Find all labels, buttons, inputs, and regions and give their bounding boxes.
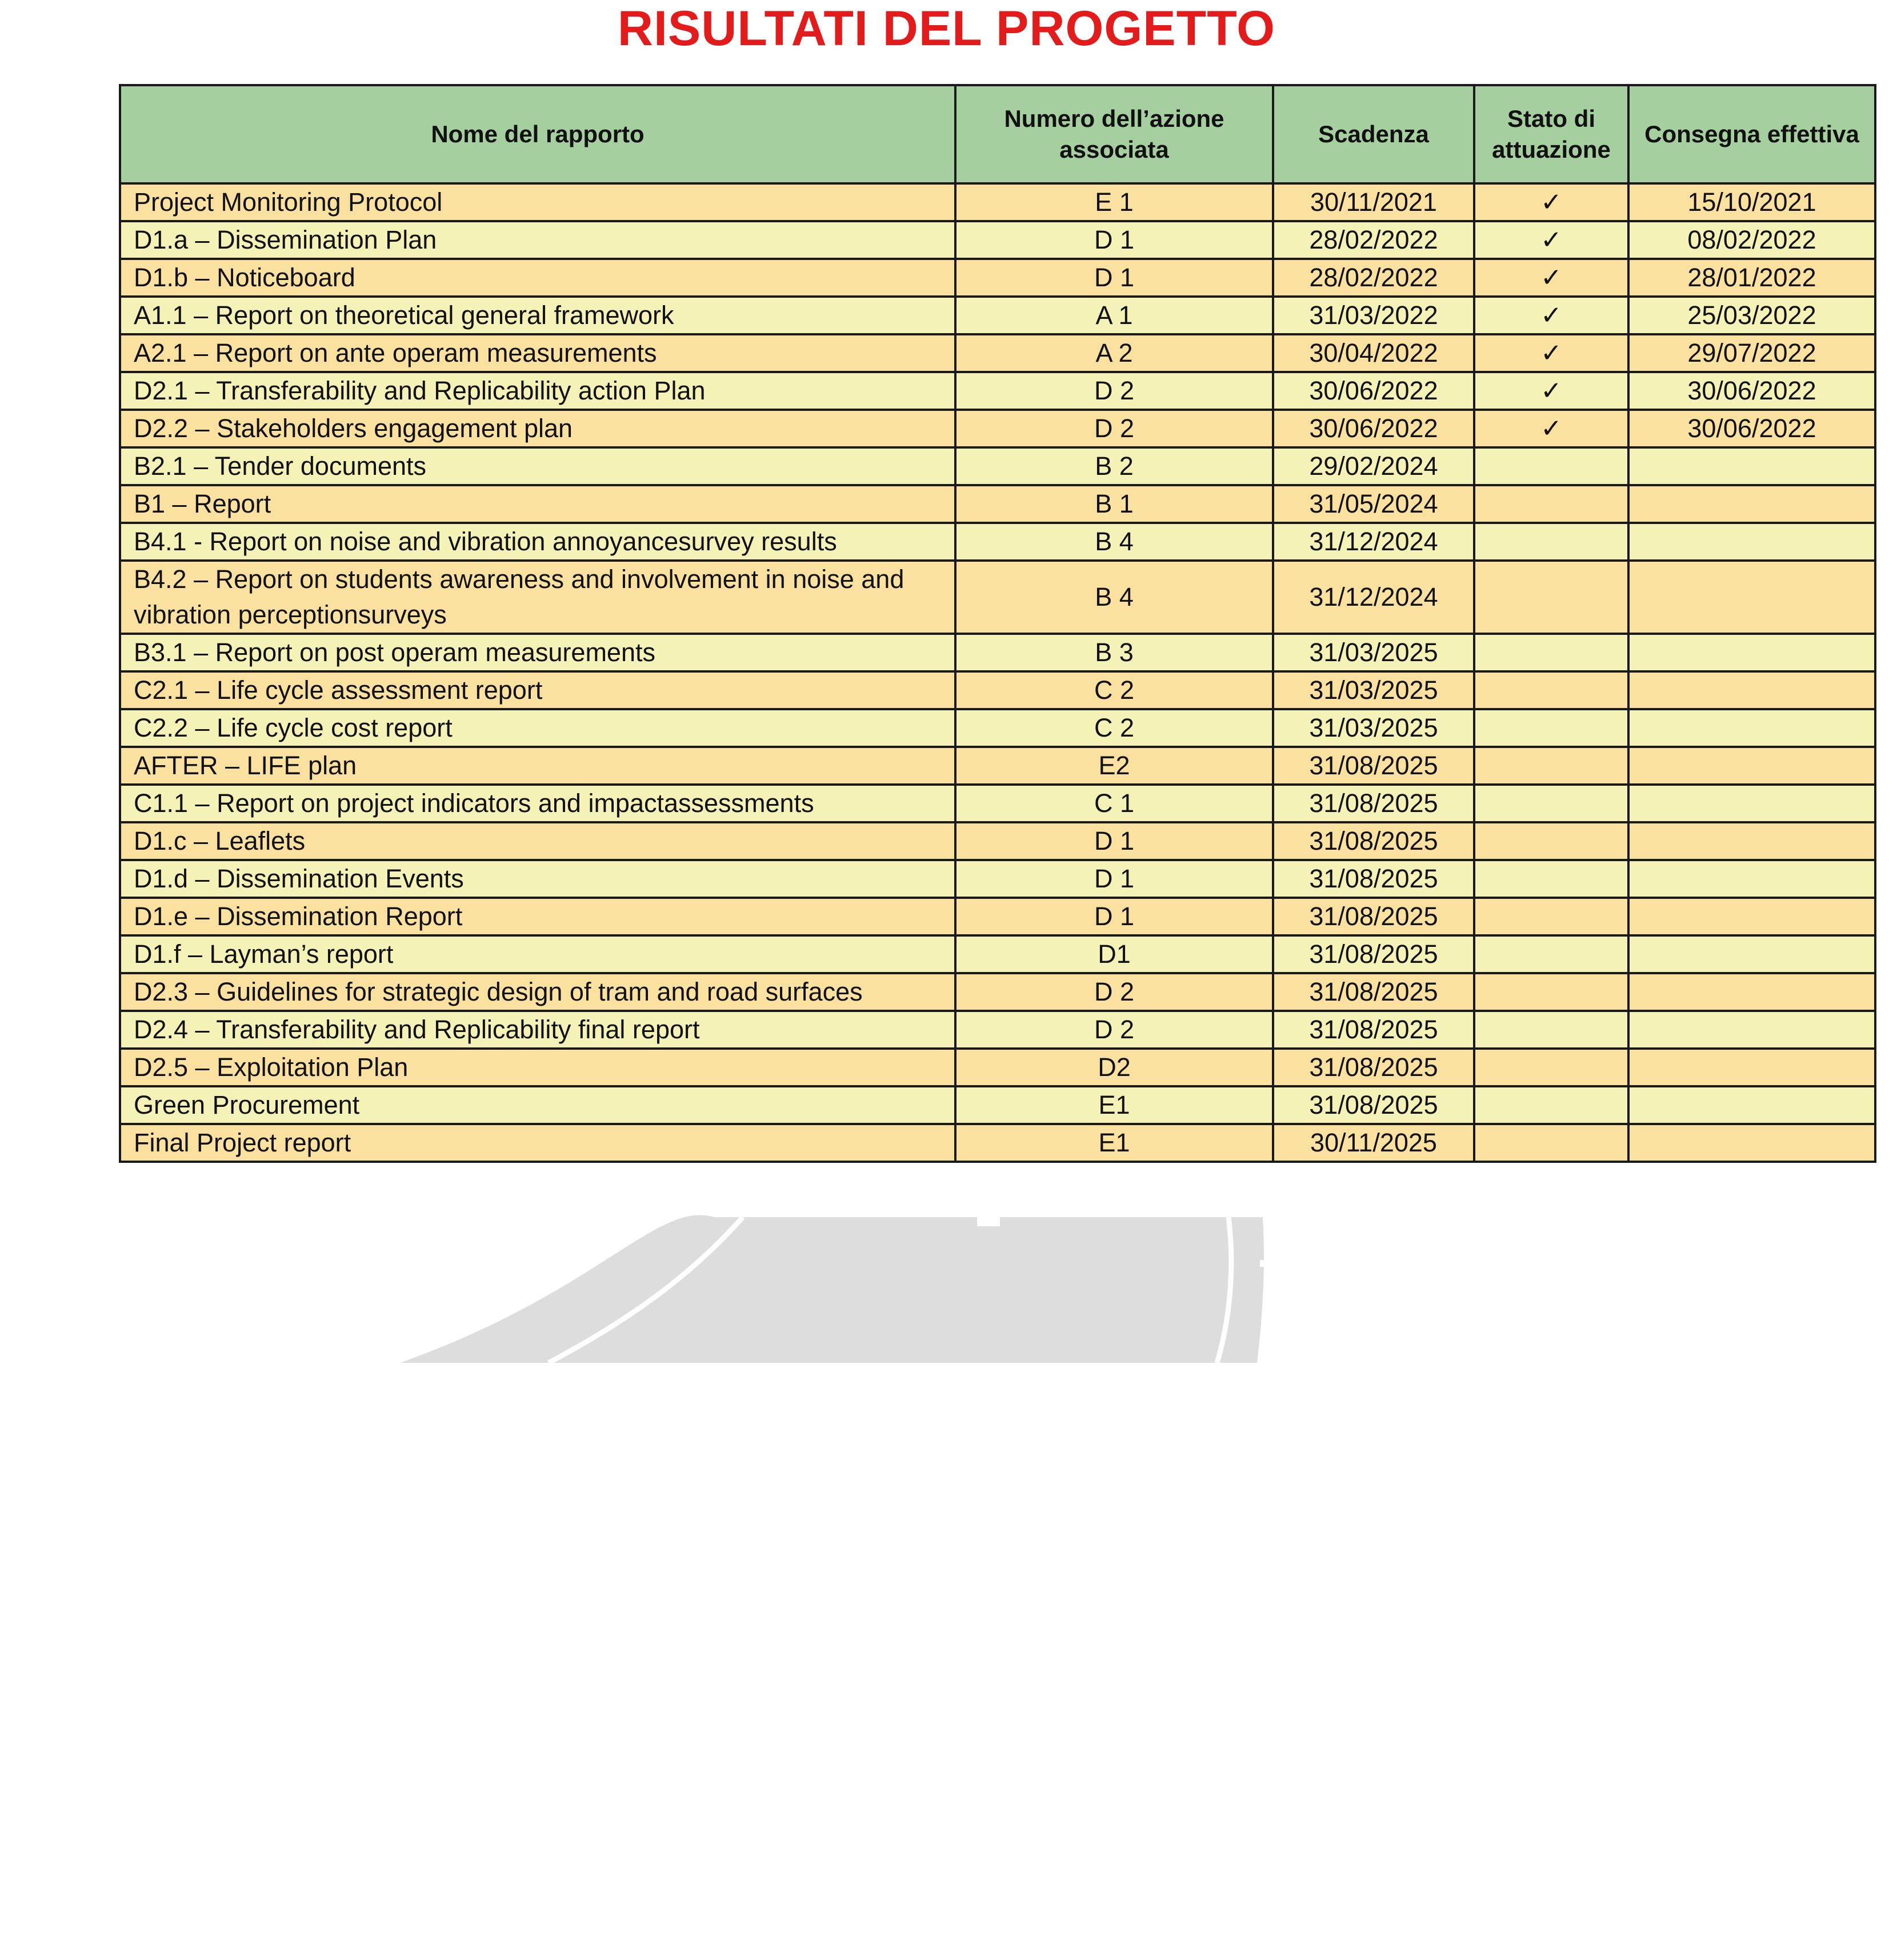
report-name-cell: B1 – Report: [120, 485, 955, 523]
action-number-cell: C 2: [955, 671, 1273, 709]
actual-delivery-cell: [1628, 822, 1875, 860]
deadline-cell: 31/12/2024: [1273, 561, 1474, 634]
deadline-cell: 31/08/2025: [1273, 860, 1474, 898]
actual-delivery-cell: 30/06/2022: [1628, 372, 1875, 410]
report-name-cell: B2.1 – Tender documents: [120, 447, 955, 485]
status-cell: [1474, 935, 1628, 973]
action-number-cell: B 4: [955, 523, 1273, 561]
table-row: [120, 747, 1875, 785]
status-cell: [1474, 709, 1628, 747]
road-surface: [400, 1215, 1264, 1363]
deadline-cell: 31/08/2025: [1273, 1049, 1474, 1086]
action-number-cell: D 2: [955, 410, 1273, 447]
action-number-cell: B 3: [955, 634, 1273, 671]
action-number-cell: D 1: [955, 860, 1273, 898]
status-cell: [1474, 1086, 1628, 1124]
action-number-cell: B 1: [955, 485, 1273, 523]
deadline-cell: 31/03/2025: [1273, 709, 1474, 747]
report-name-cell: C1.1 – Report on project indicators and impactassessments: [120, 785, 955, 822]
status-cell: [1474, 1011, 1628, 1049]
table-row: [120, 523, 1875, 561]
action-number-cell: A 1: [955, 297, 1273, 334]
header-action-number: Numero dell’azione associata: [955, 85, 1273, 183]
table-row: [120, 973, 1875, 1011]
table-row: [120, 221, 1875, 259]
status-cell: [1474, 973, 1628, 1011]
action-number-cell: D 2: [955, 1011, 1273, 1049]
deadline-cell: 31/08/2025: [1273, 973, 1474, 1011]
table-body: [120, 183, 1875, 1162]
action-number-cell: E2: [955, 747, 1273, 785]
deadline-cell: 31/08/2025: [1273, 1011, 1474, 1049]
actual-delivery-cell: [1628, 935, 1875, 973]
report-name-cell: D1.f – Layman’s report: [120, 935, 955, 973]
actual-delivery-cell: 28/01/2022: [1628, 259, 1875, 297]
report-name-cell: C2.1 – Life cycle assessment report: [120, 671, 955, 709]
table-row: [120, 1011, 1875, 1049]
report-name-cell: D2.4 – Transferability and Replicability final report: [120, 1011, 955, 1049]
deliverables-table: [119, 84, 1876, 1163]
actual-delivery-cell: [1628, 747, 1875, 785]
road-dash: [1260, 1260, 1271, 1267]
table-row: [120, 259, 1875, 297]
deadline-cell: 31/08/2025: [1273, 898, 1474, 935]
check-mark-icon: ✓: [1474, 221, 1628, 259]
table-row: [120, 447, 1875, 485]
report-name-cell: AFTER – LIFE plan: [120, 747, 955, 785]
report-name-cell: D2.1 – Transferability and Replicability action Plan: [120, 372, 955, 410]
deadline-cell: 31/08/2025: [1273, 935, 1474, 973]
status-cell: [1474, 822, 1628, 860]
action-number-cell: B 4: [955, 561, 1273, 634]
deadline-cell: 30/04/2022: [1273, 334, 1474, 372]
status-cell: [1474, 785, 1628, 822]
report-name-cell: B4.1 - Report on noise and vibration annoyancesurvey results: [120, 523, 955, 561]
action-number-cell: D 1: [955, 822, 1273, 860]
action-number-cell: D 2: [955, 372, 1273, 410]
actual-delivery-cell: [1628, 860, 1875, 898]
actual-delivery-cell: 29/07/2022: [1628, 334, 1875, 372]
table-row: [120, 671, 1875, 709]
table-row: [120, 822, 1875, 860]
report-name-cell: D1.e – Dissemination Report: [120, 898, 955, 935]
action-number-cell: C 2: [955, 709, 1273, 747]
status-cell: [1474, 1049, 1628, 1086]
actual-delivery-cell: [1628, 561, 1875, 634]
actual-delivery-cell: 08/02/2022: [1628, 221, 1875, 259]
report-name-cell: D2.2 – Stakeholders engagement plan: [120, 410, 955, 447]
table-header-row: [120, 85, 1875, 183]
report-name-cell: D1.d – Dissemination Events: [120, 860, 955, 898]
status-cell: [1474, 1124, 1628, 1162]
deadline-cell: 31/03/2022: [1273, 297, 1474, 334]
actual-delivery-cell: [1628, 1086, 1875, 1124]
table-row: [120, 860, 1875, 898]
actual-delivery-cell: 25/03/2022: [1628, 297, 1875, 334]
report-name-cell: C2.2 – Life cycle cost report: [120, 709, 955, 747]
deadline-cell: 29/02/2024: [1273, 447, 1474, 485]
actual-delivery-cell: 30/06/2022: [1628, 410, 1875, 447]
deadline-cell: 30/11/2025: [1273, 1124, 1474, 1162]
check-mark-icon: ✓: [1474, 334, 1628, 372]
table-row: [120, 485, 1875, 523]
actual-delivery-cell: [1628, 447, 1875, 485]
deadline-cell: 31/03/2025: [1273, 634, 1474, 671]
report-name-cell: D1.c – Leaflets: [120, 822, 955, 860]
action-number-cell: D 2: [955, 973, 1273, 1011]
actual-delivery-cell: [1628, 973, 1875, 1011]
road-dash: [977, 1217, 1000, 1226]
deadline-cell: 31/08/2025: [1273, 747, 1474, 785]
report-name-cell: D2.5 – Exploitation Plan: [120, 1049, 955, 1086]
table-row: [120, 1086, 1875, 1124]
action-number-cell: D 1: [955, 221, 1273, 259]
deadline-cell: 28/02/2022: [1273, 259, 1474, 297]
status-cell: [1474, 634, 1628, 671]
check-mark-icon: ✓: [1474, 259, 1628, 297]
status-cell: [1474, 561, 1628, 634]
table-row: [120, 785, 1875, 822]
actual-delivery-cell: [1628, 709, 1875, 747]
actual-delivery-cell: [1628, 523, 1875, 561]
deadline-cell: 30/06/2022: [1273, 372, 1474, 410]
report-name-cell: Green Procurement: [120, 1086, 955, 1124]
status-cell: [1474, 898, 1628, 935]
page-title: RISULTATI DEL PROGETTO: [617, 1, 1276, 56]
deadline-cell: 30/06/2022: [1273, 410, 1474, 447]
status-cell: [1474, 747, 1628, 785]
actual-delivery-cell: [1628, 898, 1875, 935]
table-row: [120, 561, 1875, 634]
check-mark-icon: ✓: [1474, 410, 1628, 447]
deadline-cell: 30/11/2021: [1273, 183, 1474, 221]
action-number-cell: E1: [955, 1124, 1273, 1162]
check-mark-icon: ✓: [1474, 297, 1628, 334]
deadline-cell: 31/12/2024: [1273, 523, 1474, 561]
status-cell: [1474, 860, 1628, 898]
header-report-name: Nome del rapporto: [120, 85, 955, 183]
deadline-cell: 31/05/2024: [1273, 485, 1474, 523]
action-number-cell: E 1: [955, 183, 1273, 221]
action-number-cell: D 1: [955, 259, 1273, 297]
actual-delivery-cell: [1628, 634, 1875, 671]
table-row: [120, 1124, 1875, 1162]
report-name-cell: D1.a – Dissemination Plan: [120, 221, 955, 259]
check-mark-icon: ✓: [1474, 372, 1628, 410]
deadline-cell: 31/08/2025: [1273, 1086, 1474, 1124]
actual-delivery-cell: [1628, 671, 1875, 709]
header-deadline: Scadenza: [1273, 85, 1474, 183]
actual-delivery-cell: [1628, 1124, 1875, 1162]
status-cell: [1474, 485, 1628, 523]
actual-delivery-cell: [1628, 485, 1875, 523]
header-actual-delivery: Consegna effettiva: [1628, 85, 1875, 183]
table-row: [120, 372, 1875, 410]
action-number-cell: C 1: [955, 785, 1273, 822]
report-name-cell: D2.3 – Guidelines for strategic design of tram and road surfaces: [120, 973, 955, 1011]
actual-delivery-cell: 15/10/2021: [1628, 183, 1875, 221]
actual-delivery-cell: [1628, 1011, 1875, 1049]
table-row: [120, 183, 1875, 221]
deadline-cell: 28/02/2022: [1273, 221, 1474, 259]
table-row: [120, 709, 1875, 747]
action-number-cell: D1: [955, 935, 1273, 973]
table-row: [120, 1049, 1875, 1086]
header-status: Stato di attuazione: [1474, 85, 1628, 183]
action-number-cell: B 2: [955, 447, 1273, 485]
status-cell: [1474, 523, 1628, 561]
table-row: [120, 334, 1875, 372]
report-name-cell: Project Monitoring Protocol: [120, 183, 955, 221]
check-mark-icon: ✓: [1474, 183, 1628, 221]
actual-delivery-cell: [1628, 785, 1875, 822]
report-name-cell: B4.2 – Report on students awareness and involvement in noise and vibration perceptionsurveys: [120, 561, 955, 634]
deadline-cell: 31/08/2025: [1273, 822, 1474, 860]
report-name-cell: D1.b – Noticeboard: [120, 259, 955, 297]
table-row: [120, 634, 1875, 671]
actual-delivery-cell: [1628, 1049, 1875, 1086]
report-name-cell: B3.1 – Report on post operam measurements: [120, 634, 955, 671]
table-row: [120, 898, 1875, 935]
status-cell: [1474, 671, 1628, 709]
action-number-cell: D2: [955, 1049, 1273, 1086]
report-name-cell: Final Project report: [120, 1124, 955, 1162]
action-number-cell: A 2: [955, 334, 1273, 372]
report-name-cell: A1.1 – Report on theoretical general framework: [120, 297, 955, 334]
deadline-cell: 31/08/2025: [1273, 785, 1474, 822]
action-number-cell: D 1: [955, 898, 1273, 935]
deadline-cell: 31/03/2025: [1273, 671, 1474, 709]
report-name-cell: A2.1 – Report on ante operam measurements: [120, 334, 955, 372]
status-cell: [1474, 447, 1628, 485]
table-row: [120, 297, 1875, 334]
table-row: [120, 935, 1875, 973]
table-row: [120, 410, 1875, 447]
action-number-cell: E1: [955, 1086, 1273, 1124]
